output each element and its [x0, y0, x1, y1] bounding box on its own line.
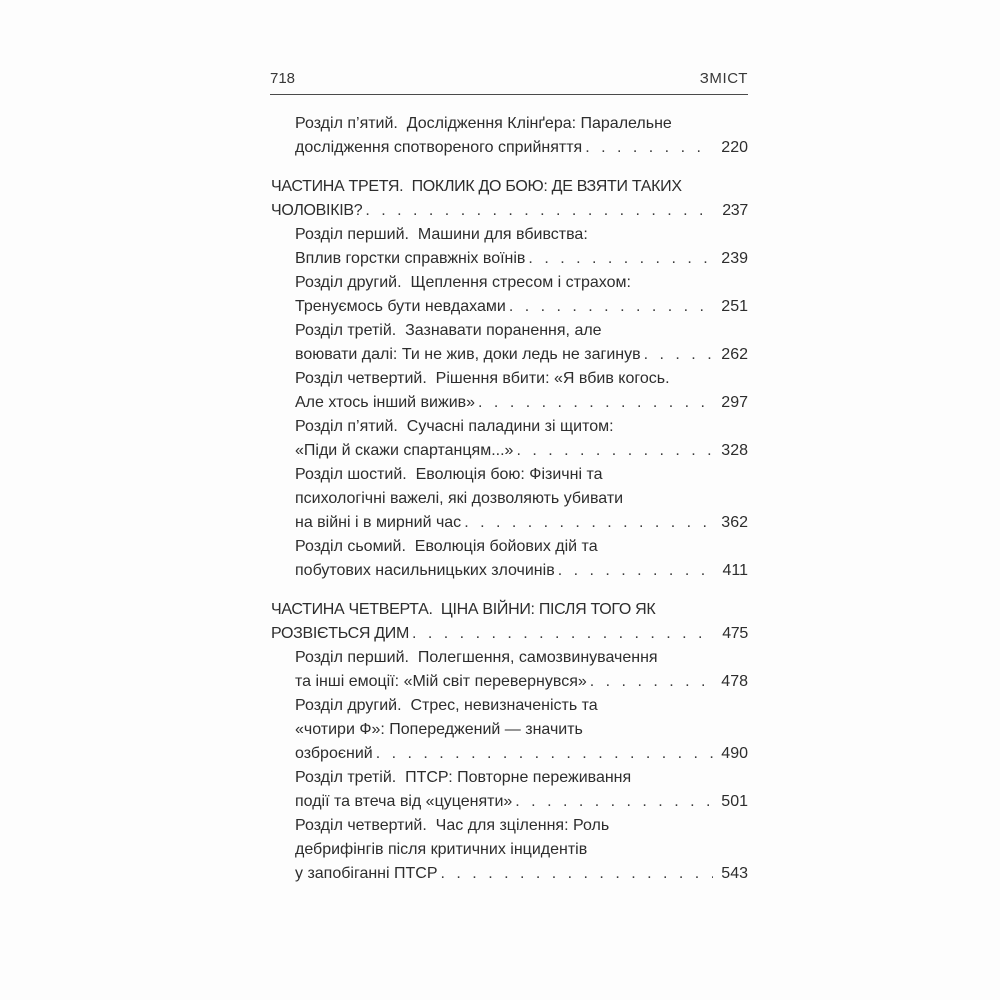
toc-entry-text: Розділ п’ятий. Дослідження Клінґера: Паралельне: [295, 115, 672, 132]
toc-entry-line: [295, 223, 748, 247]
toc-page-number: 237: [722, 202, 748, 219]
toc-entry-line: [295, 838, 748, 862]
toc-entry-line: [295, 694, 748, 718]
toc-entry-text: Розділ третій. ПТСР: Повторне переживання: [295, 769, 632, 786]
toc-entry-line: [295, 367, 748, 391]
toc-entry-text: та інші емоції: «Мій світ перевернувся»: [295, 673, 587, 690]
toc-entry-text: на війні і в мирний час: [295, 514, 462, 531]
toc-chapter-entry: [271, 694, 748, 766]
toc-entry-text: події та втеча від «цуценяти»: [295, 793, 513, 810]
toc-entry-line: [271, 598, 748, 622]
toc-page-number: 475: [722, 625, 748, 642]
toc-entry-text: воювати далі: Ти не жив, доки ледь не загинув: [295, 346, 641, 363]
toc-entry-line: [295, 439, 748, 463]
toc-entry-text: Розділ другий. Щеплення стресом і страхом:: [295, 274, 631, 291]
toc-entry-line: [295, 790, 748, 814]
toc-entry-line: [295, 718, 748, 742]
toc-entry-text: ЧАСТИНА ЧЕТВЕРТА. ЦІНА ВІЙНИ: ПІСЛЯ ТОГО ЯК: [271, 601, 656, 618]
dot-leader: [441, 862, 714, 886]
toc-entry-line: [271, 199, 748, 223]
page-header: [270, 70, 748, 95]
toc-entry-line: [295, 271, 748, 295]
toc-entry-line: [295, 343, 748, 367]
dot-leader: [412, 622, 714, 646]
toc-entry-text: Розділ перший. Машини для вбивства:: [295, 226, 588, 243]
toc-page-number: 251: [721, 298, 748, 315]
toc-chapter-entry: [271, 367, 748, 415]
toc-entry-line: [295, 559, 748, 583]
toc-entry-text: РОЗВІЄТЬСЯ ДИМ: [271, 625, 409, 642]
toc-part-entry: [271, 175, 748, 223]
toc-chapter-entry: [271, 814, 748, 886]
toc-chapter-entry: [271, 415, 748, 463]
toc-chapter-entry: [271, 463, 748, 535]
toc-chapter-entry: [271, 766, 748, 814]
toc-entry-text: Розділ четвертий. Час для зцілення: Роль: [295, 817, 610, 834]
toc-entry-text: побутових насильницьких злочинів: [295, 562, 555, 579]
toc-page-number: 239: [721, 250, 748, 267]
toc-page-number: 478: [721, 673, 748, 690]
toc-entry-line: [295, 670, 748, 694]
dot-leader: [365, 199, 714, 223]
toc-entry-text: Розділ четвертий. Рішення вбити: «Я вбив когось.: [295, 370, 670, 387]
toc-entry-line: [295, 247, 748, 271]
dot-leader: [558, 559, 715, 583]
dot-leader: [478, 391, 713, 415]
toc-page-number: 220: [721, 139, 748, 156]
toc-entry-text: Розділ сьомий. Еволюція бойових дій та: [295, 538, 598, 555]
toc-entry-line: [295, 535, 748, 559]
toc-page-number: 411: [722, 562, 748, 579]
toc-entry-line: [295, 463, 748, 487]
toc-entry-line: [295, 415, 748, 439]
dot-leader: [528, 247, 713, 271]
dot-leader: [585, 136, 713, 160]
toc-list: [271, 112, 748, 886]
toc-entry-line: [295, 862, 748, 886]
toc-entry-text: Розділ перший. Полегшення, самозвинувачення: [295, 649, 658, 666]
toc-entry-line: [295, 814, 748, 838]
toc-entry-text: ЧАСТИНА ТРЕТЯ. ПОКЛИК ДО БОЮ: ДЕ ВЗЯТИ ТАКИХ: [271, 178, 682, 195]
toc-chapter-entry: [271, 271, 748, 319]
dot-leader: [644, 343, 714, 367]
toc-entry-line: [295, 766, 748, 790]
toc-chapter-entry: [271, 112, 748, 160]
toc-entry-text: Тренуємось бути невдахами: [295, 298, 506, 315]
toc-entry-line: [295, 487, 748, 511]
toc-entry-text: дебрифінгів після критичних інцидентів: [295, 841, 588, 858]
toc-page-number: 362: [721, 514, 748, 531]
toc-entry-line: [295, 112, 748, 136]
toc-part-entry: [271, 598, 748, 646]
toc-entry-text: «Піди й скажи спартанцям...»: [295, 442, 514, 459]
toc-entry-text: Розділ третій. Зазнавати поранення, але: [295, 322, 602, 339]
toc-chapter-entry: [271, 646, 748, 694]
toc-chapter-entry: [271, 319, 748, 367]
toc-page-number: 328: [721, 442, 748, 459]
toc-entry-line: [295, 742, 748, 766]
toc-entry-text: у запобіганні ПТСР: [295, 865, 438, 882]
toc-entry-text: Розділ п’ятий. Сучасні паладини зі щитом:: [295, 418, 614, 435]
toc-entry-text: «чотири Ф»: Попереджений — значить: [295, 721, 583, 738]
toc-page-number: 262: [721, 346, 748, 363]
toc-entry-line: [295, 646, 748, 670]
toc-entry-line: [271, 175, 748, 199]
toc-entry-text: Розділ другий. Стрес, невизначеність та: [295, 697, 598, 714]
dot-leader: [464, 511, 713, 535]
toc-chapter-entry: [271, 223, 748, 271]
toc-entry-text: озброєний: [295, 745, 373, 762]
toc-entry-text: психологічні важелі, які дозволяють убивати: [295, 490, 624, 507]
toc-entry-line: [295, 136, 748, 160]
toc-entry-line: [295, 391, 748, 415]
toc-entry-text: Розділ шостий. Еволюція бою: Фізичні та: [295, 466, 603, 483]
toc-entry-line: [295, 319, 748, 343]
dot-leader: [590, 670, 714, 694]
dot-leader: [376, 742, 714, 766]
toc-page-number: 297: [721, 394, 748, 411]
toc-entry-text: ЧОЛОВІКІВ?: [271, 202, 363, 219]
toc-entry-text: дослідження спотвореного сприйняття: [295, 139, 583, 156]
toc-entry-text: Але хтось інший вижив»: [295, 394, 476, 411]
toc-entry-line: [271, 622, 748, 646]
toc-chapter-entry: [271, 535, 748, 583]
dot-leader: [509, 295, 713, 319]
dot-leader: [515, 790, 713, 814]
toc-entry-text: Вплив горстки справжніх воїнів: [295, 250, 526, 267]
dot-leader: [516, 439, 713, 463]
toc-entry-line: [295, 295, 748, 319]
toc-page-number: 543: [721, 865, 748, 882]
header-page-number: 718: [270, 70, 296, 87]
toc-page-number: 490: [721, 745, 748, 762]
toc-entry-line: [295, 511, 748, 535]
toc-page-number: 501: [721, 793, 748, 810]
header-running-title: ЗМІСТ: [699, 70, 748, 87]
